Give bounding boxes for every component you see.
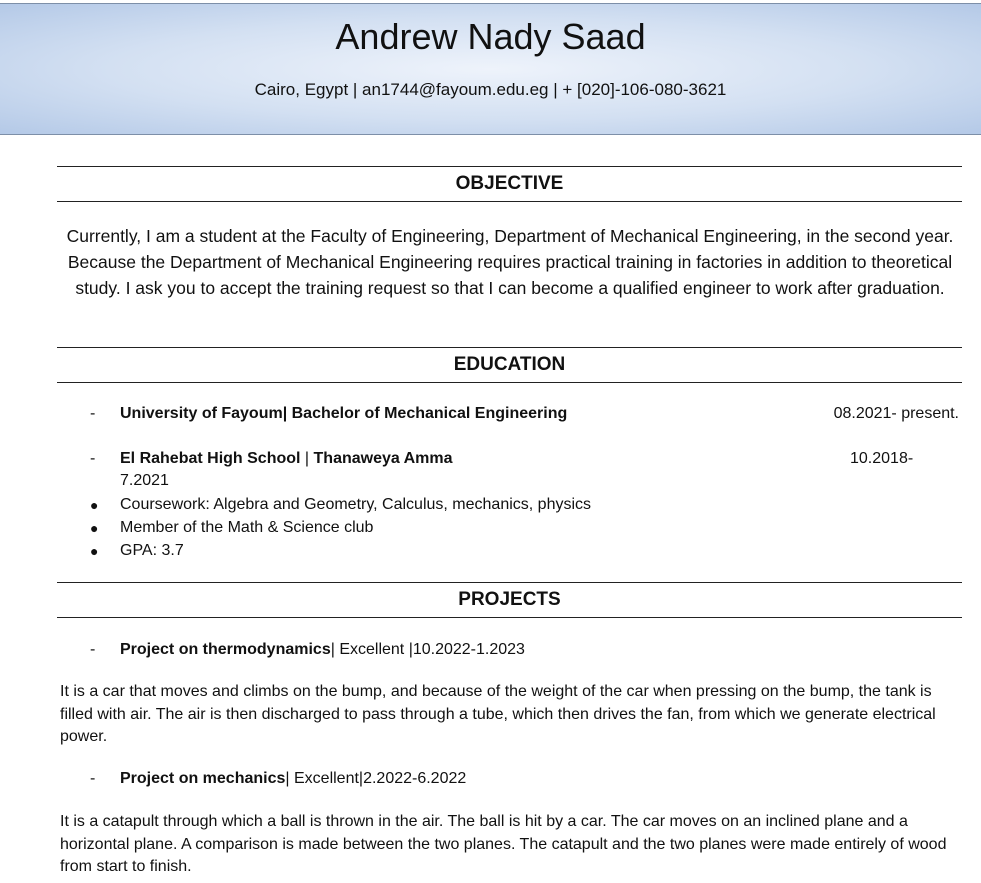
project-meta: | Excellent |10.2022-1.2023: [330, 641, 525, 658]
education-date-start: 10.2018-: [850, 450, 914, 467]
bullet-icon: ●: [90, 520, 99, 536]
contact-info: Cairo, Egypt | an1744@fayoum.edu.eg | + [020]-106-080-3621: [254, 80, 727, 99]
degree-name: Bachelor of Mechanical Engineering: [291, 405, 568, 422]
entry-separator: |: [282, 405, 292, 422]
education-entry-university: [120, 403, 567, 425]
project-description: It is a car that moves and climbs on the bump, and because of the weight of the car when pressing on the bump, the tank is filled with air. The air is then discharged to pass through a tube, which then drives the fan, from which we generate electrical power.: [60, 683, 936, 745]
projects-heading: PROJECTS: [57, 582, 962, 618]
project-title: [120, 639, 525, 661]
education-entry-highschool: [120, 448, 453, 470]
bullet-icon: ●: [90, 497, 99, 513]
list-dash: -: [90, 770, 96, 787]
candidate-name: Andrew Nady Saad: [335, 16, 646, 57]
list-dash: -: [90, 641, 96, 658]
school-name: El Rahebat High School: [120, 450, 301, 467]
project-description: It is a catapult through which a ball is thrown in the air. The ball is hit by a car. The car moves on an inclined plane and a horizontal plane. A comparison is made between the two planes. The catapult and the two planes were made entirely of wood from start to finish.: [60, 813, 947, 875]
education-heading: EDUCATION: [57, 347, 962, 383]
degree-name: Thanaweya Amma: [313, 450, 453, 467]
list-dash: -: [90, 450, 96, 467]
school-name: University of Fayoum: [120, 405, 283, 422]
education-detail: GPA: 3.7: [120, 542, 184, 559]
resume-header: [0, 3, 981, 135]
education-detail: Member of the Math & Science club: [120, 519, 374, 536]
education-detail: Coursework: Algebra and Geometry, Calculus, mechanics, physics: [120, 496, 592, 513]
list-dash: -: [90, 405, 96, 422]
project-name: Project on thermodynamics: [120, 641, 331, 658]
project-name: Project on mechanics: [120, 770, 286, 787]
bullet-icon: ●: [90, 543, 99, 559]
project-meta: | Excellent|2.2022-6.2022: [285, 770, 467, 787]
project-title: [120, 768, 466, 790]
education-date-university: 08.2021- present.: [833, 405, 959, 422]
objective-heading: OBJECTIVE: [57, 166, 962, 202]
entry-separator: |: [300, 450, 314, 467]
objective-text: Currently, I am a student at the Faculty of Engineering, Department of Mechanical Engineering, in the second year. Because the Department of Mechanical Engineering requires practical training in factories in addition to theoretical study. I ask you to accept the training request so that I can become a qualified engineer to work after graduation.: [66, 226, 954, 298]
education-date-end: 7.2021: [120, 472, 169, 489]
